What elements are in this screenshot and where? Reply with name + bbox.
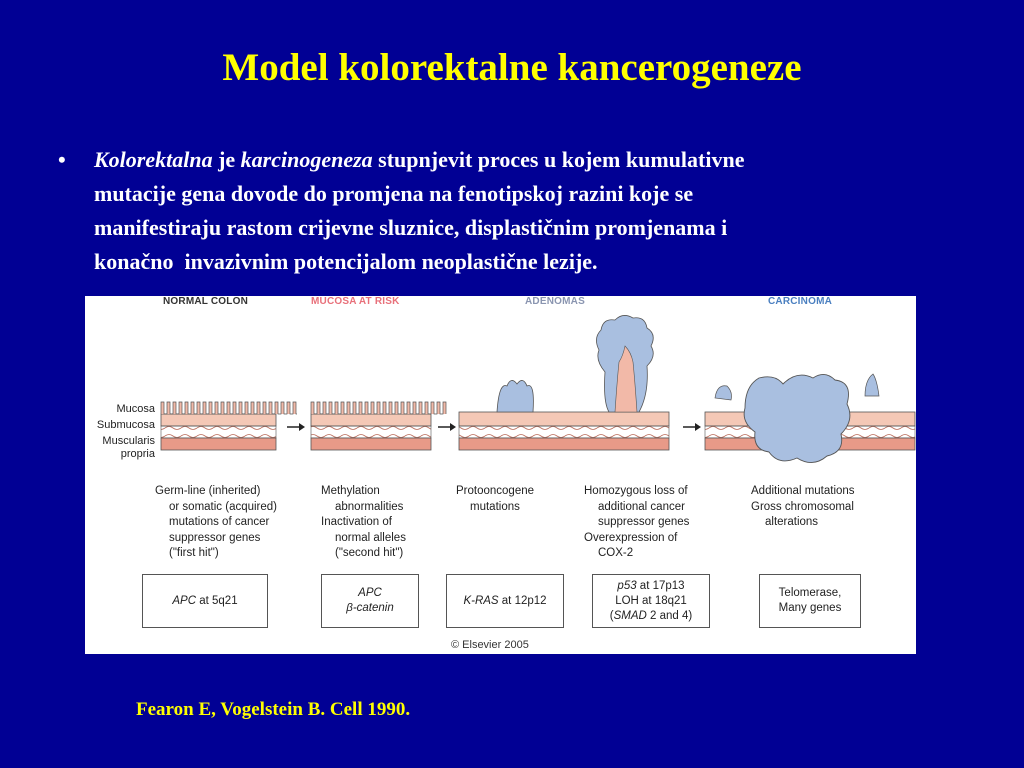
bullet-line-4: konačno invazivnim potencijalom neoplastične lezije.: [94, 249, 598, 274]
bullet-line-1: [94, 143, 958, 177]
term-karcinogeneza: karcinogeneza: [240, 147, 373, 172]
normal-colon-section: [161, 402, 297, 450]
gene-name: APC: [358, 587, 382, 599]
desc-line: or somatic (acquired): [169, 500, 278, 513]
gene-box-line: [617, 579, 684, 594]
desc-line: Methylation: [321, 485, 380, 497]
gene-box-line: LOH at 18q21: [615, 594, 687, 607]
desc-line: Gross chromosomal: [751, 500, 854, 513]
copyright-notice: © Elsevier 2005: [451, 639, 529, 651]
gene-locus: 2 and 4): [646, 609, 693, 622]
stage-title-normal-colon: NORMAL COLON: [163, 296, 248, 307]
desc-line: suppressor genes: [598, 516, 690, 528]
layer-label-mucosa: Mucosa: [116, 403, 155, 415]
desc-line: Additional mutations: [751, 485, 855, 497]
gene-box-line: [172, 594, 237, 609]
carcinoma-section: [705, 374, 915, 463]
bullet-line-1-rest: stupnjevit proces u kojem kumulativne: [372, 147, 745, 172]
stage-title-mucosa-at-risk: MUCOSA AT RISK: [311, 296, 400, 307]
gene-name: K-RAS: [463, 594, 499, 607]
desc-line: Protooncogene: [456, 485, 535, 497]
gene-box-line: [358, 586, 382, 601]
description-homozygous-loss: [584, 484, 689, 562]
layer-label-muscularis: Muscularis: [102, 435, 155, 447]
gene-greek-prefix: β: [346, 602, 353, 614]
gene-box-apc-catenin: [321, 574, 419, 628]
desc-line: COX-2: [598, 547, 634, 559]
stage-title-adenomas: ADENOMAS: [525, 296, 585, 307]
description-methylation: [321, 484, 406, 562]
gene-locus: at 5q21: [196, 594, 238, 607]
slide-title: Model kolorektalne kancerogeneze: [222, 46, 802, 89]
gene-box-line: [463, 594, 546, 609]
desc-line: mutations: [470, 500, 520, 513]
desc-line: suppressor genes: [169, 531, 261, 544]
description-protooncogene: [456, 484, 534, 515]
desc-line: alterations: [765, 516, 819, 528]
mucosa-at-risk-section: [311, 402, 446, 450]
desc-line: additional cancer: [598, 500, 685, 513]
gene-box-telomerase: [759, 574, 861, 628]
gene-box-p53: [592, 574, 710, 628]
desc-line: Overexpression of: [584, 531, 678, 544]
gene-box-apc: [142, 574, 268, 628]
bullet-line-2: mutacije gena dovode do promjena na fenotipskoj razini koje se: [94, 181, 694, 206]
adenomas-section: [459, 315, 669, 450]
desc-line: Homozygous loss of: [584, 485, 688, 497]
desc-line: normal alleles: [335, 531, 406, 544]
gene-locus: at 12p12: [498, 594, 547, 607]
desc-line: abnormalities: [335, 500, 404, 513]
bullet-line-3: manifestiraju rastom crijevne sluznice, displastičnim promjenama i: [94, 215, 728, 240]
layer-label-submucosa: Submucosa: [96, 419, 155, 431]
gene-box-line: [346, 601, 394, 616]
desc-line: Germ-line (inherited): [155, 485, 261, 497]
desc-line: ("first hit"): [169, 547, 219, 559]
gene-name: SMAD: [613, 609, 647, 622]
gene-locus: at 17p13: [636, 579, 685, 592]
gene-box-kras: [446, 574, 564, 628]
gene-box-line: [610, 609, 692, 624]
gene-name: APC: [172, 594, 197, 607]
term-kolorektalna: Kolorektalna: [94, 147, 213, 172]
stage-title-carcinoma: CARCINOMA: [768, 296, 833, 307]
desc-line: ("second hit"): [335, 547, 404, 559]
description-germline: [155, 484, 277, 562]
description-additional-mutations: [751, 484, 855, 531]
desc-line: mutations of cancer: [169, 516, 270, 528]
desc-line: Inactivation of: [321, 516, 392, 528]
gene-box-line: Telomerase,: [778, 587, 842, 599]
bullet-connector: je: [212, 147, 241, 172]
paren: (: [609, 609, 614, 622]
citation: Fearon E, Vogelstein B. Cell 1990.: [136, 699, 411, 720]
carcinogenesis-diagram: [85, 296, 916, 654]
gene-box-line: Many genes: [778, 602, 842, 614]
gene-name: p53: [617, 579, 637, 592]
layer-label-propria: propria: [120, 448, 155, 460]
bullet-text: [94, 143, 958, 279]
gene-name: -catenin: [352, 602, 394, 614]
bullet-marker: •: [58, 147, 66, 172]
